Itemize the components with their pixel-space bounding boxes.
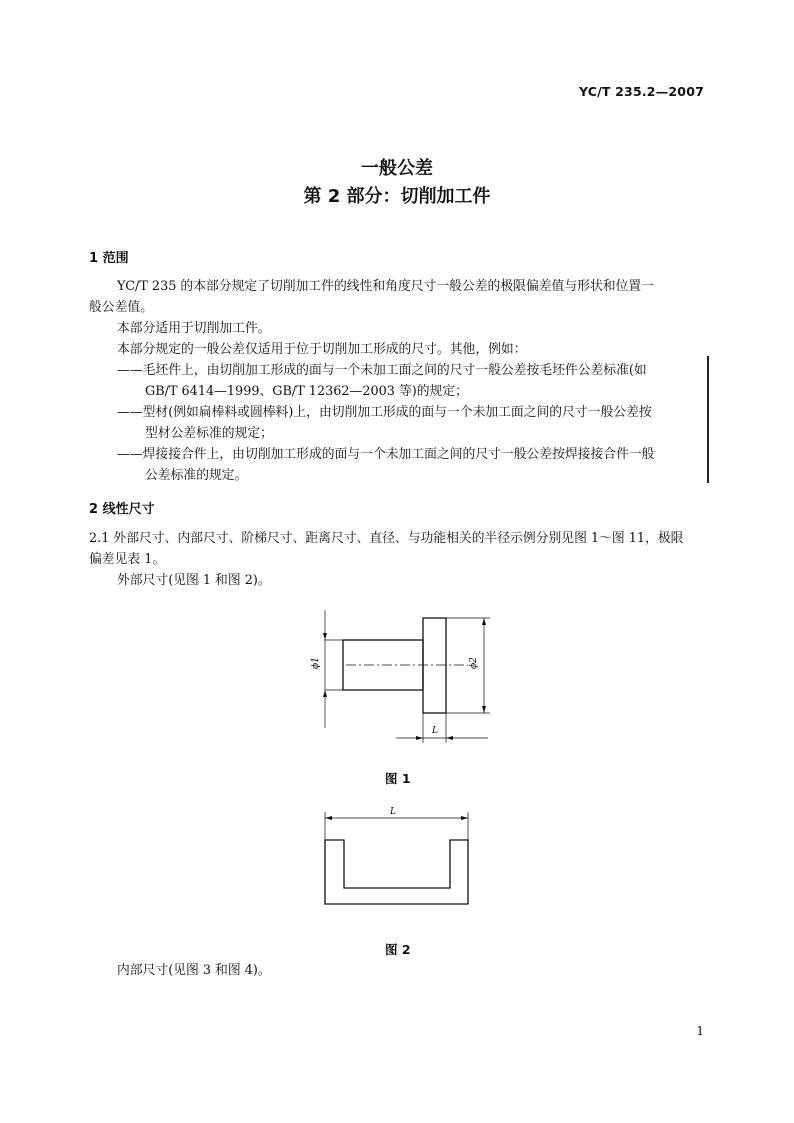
figure-1-flange [423, 618, 446, 713]
list-item-3-line-1: ——焊接接合件上，由切削加工形成的面与一个未加工面之间的尺寸一般公差按焊接接合件一般 [117, 447, 655, 462]
section-1-para-3: 本部分规定的一般公差仅适用于位于切削加工形成的尺寸。其他，例如： [117, 342, 527, 357]
list-item-1-line-1: ——毛坯件上，由切削加工形成的面与一个未加工面之间的尺寸一般公差按毛坯件公差标准(如 [117, 363, 647, 378]
figure-1-caption: 图 1 [385, 771, 411, 786]
section-1-para-1-line-2: 般公差值。 [89, 300, 153, 315]
section-1-para-2: 本部分适用于切削加工件。 [117, 321, 271, 336]
section-2-para-2: 外部尺寸(见图 1 和图 2)。 [117, 573, 271, 588]
list-item-2-line-2: 型材公差标准的规定； [145, 426, 273, 441]
document-subtitle: 第 2 部分：切削加工件 [303, 186, 491, 207]
figure-2-label-l: L [390, 807, 396, 817]
section-2-para-3: 内部尺寸(见图 3 和图 4)。 [117, 963, 271, 978]
section-2-heading: 2 线性尺寸 [89, 502, 155, 517]
section-2-para-1-line-2: 偏差见表 1。 [89, 552, 166, 567]
section-1-heading: 1 范围 [89, 251, 129, 266]
section-2-para-1-line-1: 2.1 外部尺寸、内部尺寸、阶梯尺寸、距离尺寸、直径、与功能相关的半径示例分别见图 1～图 11，极限 [89, 531, 684, 546]
figure-2-channel-profile [325, 840, 468, 904]
figure-1-label-d1: ϕ1 [311, 657, 321, 669]
list-item-1-line-2: GB/T 6414—1999、GB/T 12362—2003 等)的规定； [145, 384, 468, 399]
section-1-para-1-line-1: YC/T 235 的本部分规定了切削加工件的线性和角度尺寸一般公差的极限偏差值与形状和位置一 [117, 279, 654, 294]
figure-1-label-d2: ϕ2 [469, 657, 479, 669]
standard-number: YC/T 235.2—2007 [578, 84, 704, 99]
figure-2-drawing [310, 800, 480, 910]
list-item-2-line-1: ——型材(例如扁棒料或圆棒料)上，由切削加工形成的面与一个未加工面之间的尺寸一般公差按 [117, 405, 652, 420]
document-title: 一般公差 [361, 158, 433, 179]
figure-1-drawing [300, 600, 500, 750]
change-bar [707, 356, 709, 483]
figure-1-label-l: L [432, 726, 438, 736]
figure-2-caption: 图 2 [385, 942, 411, 957]
list-item-3-line-2: 公差标准的规定。 [145, 468, 248, 483]
page-number: 1 [696, 1024, 704, 1038]
